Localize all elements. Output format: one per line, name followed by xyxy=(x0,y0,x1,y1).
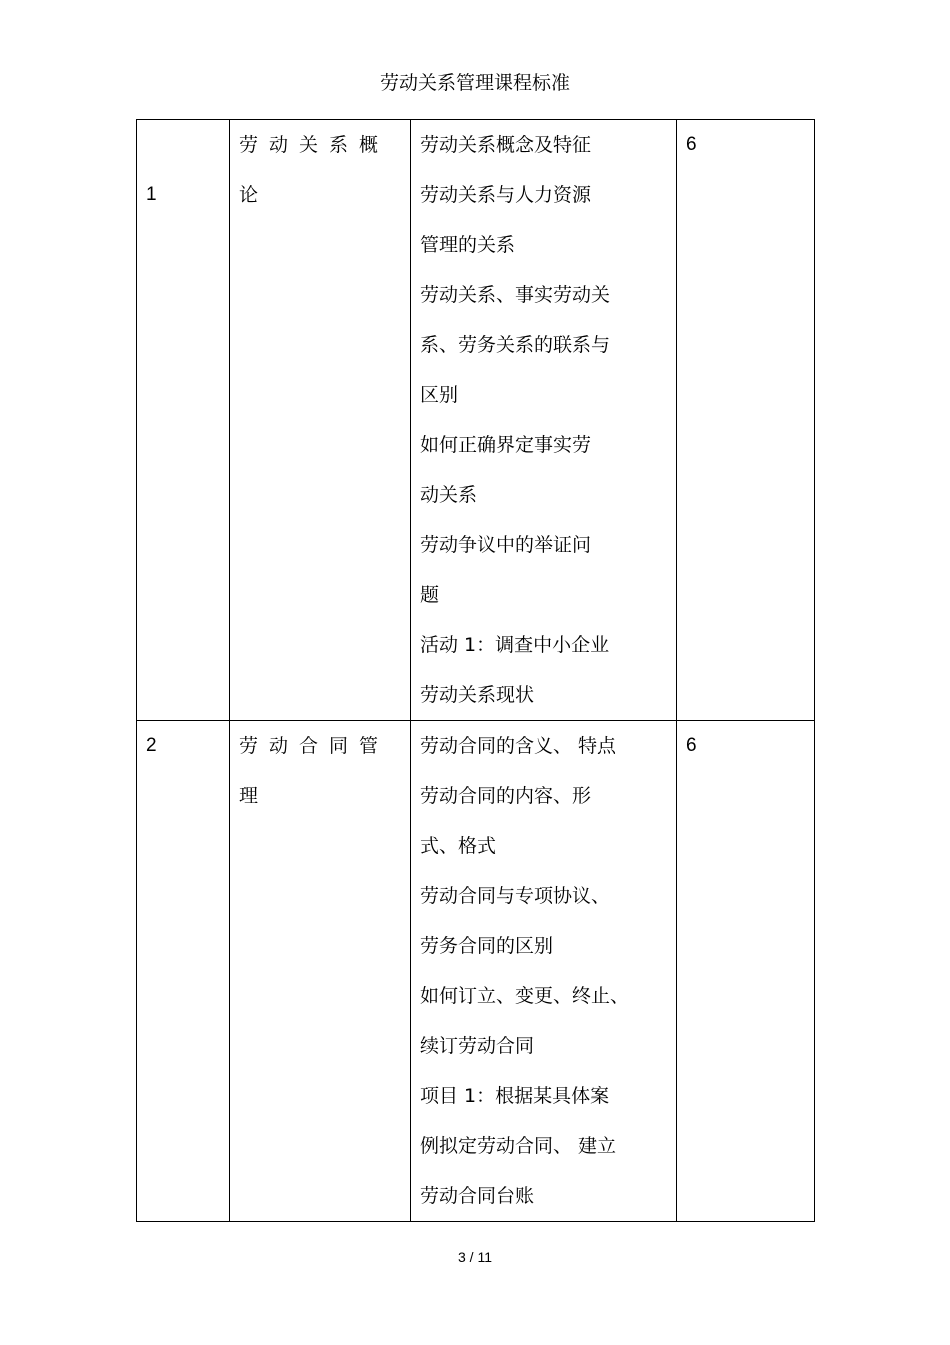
page-title: 劳动关系管理课程标准 xyxy=(379,72,570,94)
table-row xyxy=(137,721,815,1222)
module-title-cell xyxy=(230,721,411,1222)
content-line: 如何正确界定事实劳 xyxy=(420,434,592,456)
content-line: 式、格式 xyxy=(420,835,497,857)
hours-cell xyxy=(677,120,815,721)
content-line: 系、劳务关系的联系与 xyxy=(420,334,611,356)
content-line: 劳动关系与人力资源 xyxy=(420,184,592,206)
hours-value: 6 xyxy=(686,134,697,155)
content-line: 劳动关系现状 xyxy=(420,684,535,706)
content-line: 例拟定劳动合同、 建立 xyxy=(420,1135,617,1157)
content-line: 管理的关系 xyxy=(420,234,516,256)
content-line: 劳动争议中的举证问 xyxy=(420,534,592,556)
hours-cell xyxy=(677,721,815,1222)
content-line: 活动 1：调查中小企业 xyxy=(420,634,610,656)
content-line: 项目 1：根据某具体案 xyxy=(420,1085,610,1107)
content-line: 劳动合同台账 xyxy=(420,1185,535,1207)
module-title-cell xyxy=(230,120,411,721)
module-title-line: 劳动合同管 xyxy=(239,735,380,757)
module-title-line: 劳动关系概 xyxy=(239,134,380,156)
content-line: 劳动关系概念及特征 xyxy=(420,134,592,156)
module-title-line: 论 xyxy=(239,184,261,206)
content-line: 区别 xyxy=(420,384,459,406)
page-number: 3 / 11 xyxy=(458,1249,492,1265)
content-line: 劳动关系、事实劳动关 xyxy=(420,284,611,306)
content-line: 动关系 xyxy=(420,484,478,506)
module-title-line: 理 xyxy=(239,785,261,807)
content-line: 劳务合同的区别 xyxy=(420,935,554,957)
row-number-cell xyxy=(137,721,230,1222)
content-line: 劳动合同的内容、形 xyxy=(420,785,592,807)
content-line: 劳动合同与专项协议、 xyxy=(420,885,611,907)
hours-value: 6 xyxy=(686,735,697,756)
course-table xyxy=(136,119,815,1222)
row-number-cell xyxy=(137,120,230,721)
content-line: 续订劳动合同 xyxy=(420,1035,535,1057)
row-number: 2 xyxy=(146,735,157,756)
content-line: 如何订立、变更、终止、 xyxy=(420,985,630,1007)
module-content-cell xyxy=(411,120,677,721)
row-number: 1 xyxy=(146,184,157,205)
content-line: 劳动合同的含义、 特点 xyxy=(420,735,617,757)
table-row xyxy=(137,120,815,721)
module-content-cell xyxy=(411,721,677,1222)
content-line: 题 xyxy=(420,584,440,606)
